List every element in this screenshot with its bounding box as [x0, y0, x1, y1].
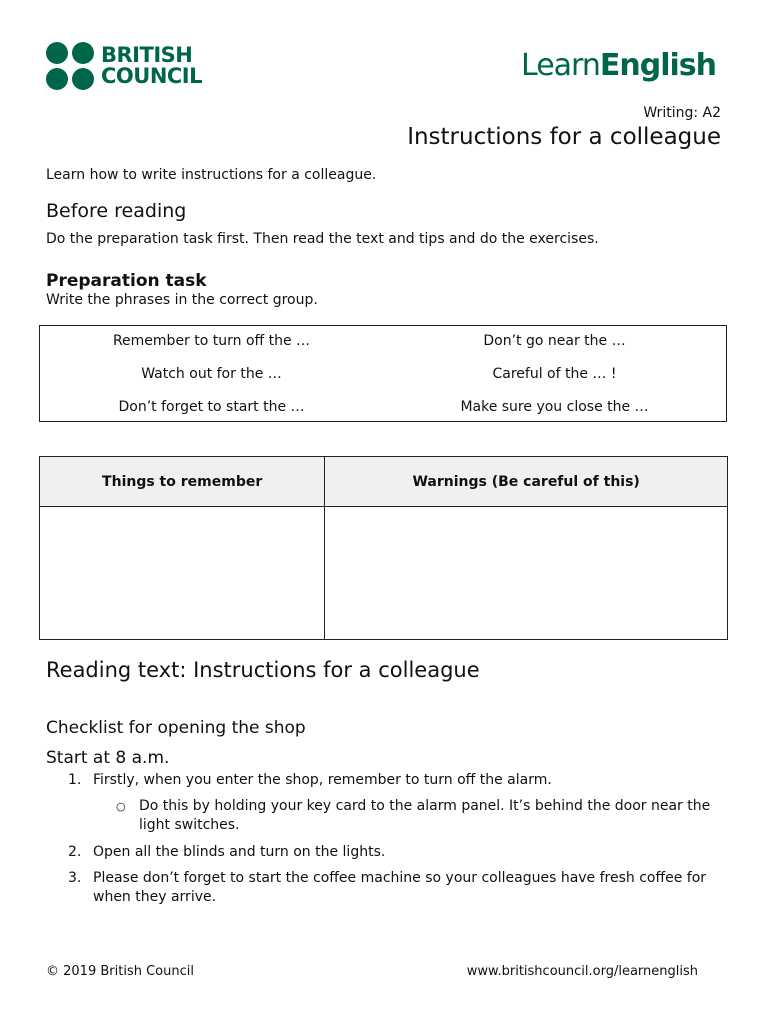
phrase-item: Careful of the … !: [492, 366, 617, 382]
phrase-item: Watch out for the …: [141, 366, 282, 382]
footer-url-link[interactable]: www.britishcouncil.org/learnenglish: [466, 964, 698, 979]
list-item: [46, 869, 726, 907]
learnenglish-logo: LearnEnglish: [521, 48, 716, 83]
before-reading-text: Do the preparation task first. Then read the text and tips and do the exercises.: [46, 231, 599, 247]
page-title: Instructions for a colleague: [407, 124, 721, 150]
list-number: 2.: [68, 844, 82, 860]
circle-bullet-icon: ○: [116, 800, 126, 813]
answer-cell-warnings[interactable]: [325, 507, 728, 640]
before-reading-heading: Before reading: [46, 200, 187, 222]
list-item-text: Open all the blinds and turn on the lights.: [93, 844, 386, 860]
list-number: 1.: [68, 772, 82, 788]
column-header-warnings: Warnings (Be careful of this): [325, 457, 728, 507]
phrase-item: Remember to turn off the …: [112, 333, 311, 349]
sorting-table: [39, 456, 728, 640]
preparation-task-heading: Preparation task: [46, 271, 207, 291]
list-number: 3.: [68, 870, 82, 886]
column-header-remember: Things to remember: [40, 457, 325, 507]
list-item: [46, 843, 726, 862]
level-label: Writing: A2: [643, 105, 721, 121]
intro-text: Learn how to write instructions for a colleague.: [46, 167, 377, 183]
phrase-item: Don’t forget to start the …: [118, 399, 305, 415]
phrase-item: Make sure you close the …: [460, 399, 649, 415]
list-item-text: Firstly, when you enter the shop, remember to turn off the alarm.: [93, 772, 552, 788]
reading-text-heading: Reading text: Instructions for a colleague: [46, 658, 480, 682]
copyright-text: © 2019 British Council: [46, 964, 194, 979]
british-council-wordmark: BRITISH COUNCIL: [101, 43, 202, 88]
checklist-heading: Checklist for opening the shop: [46, 718, 306, 738]
start-time: Start at 8 a.m.: [46, 748, 170, 768]
sub-list-item: [46, 797, 726, 835]
phrase-box: [39, 325, 727, 422]
instruction-list: [46, 771, 726, 914]
phrase-item: Don’t go near the …: [483, 333, 626, 349]
list-item: [46, 771, 726, 790]
preparation-task-instruction: Write the phrases in the correct group.: [46, 292, 318, 308]
list-item-text: Please don’t forget to start the coffee machine so your colleagues have fresh coffee for when they arrive.: [93, 870, 707, 905]
british-council-logo: [46, 42, 202, 90]
sub-list-item-text: Do this by holding your key card to the alarm panel. It’s behind the door near the light switches.: [139, 798, 711, 833]
british-council-dots-icon: [46, 42, 94, 90]
answer-cell-remember[interactable]: [40, 507, 325, 640]
